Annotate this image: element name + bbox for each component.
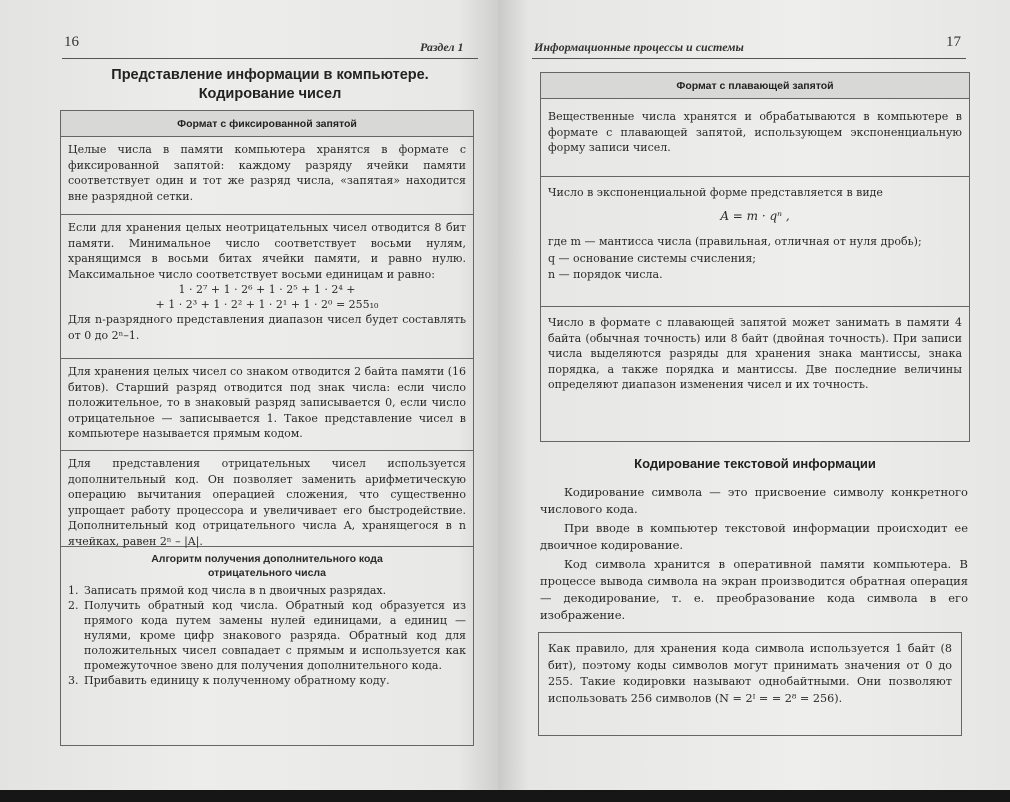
header-rule-right [532,58,966,59]
algorithm-cell [61,547,473,745]
step-text: Прибавить единицу к полученному обратному коду. [84,674,390,687]
fixed-point-cell-2 [61,215,473,359]
scan-bottom-edge [0,790,1010,802]
section-header-right: Информационные процессы и системы [534,40,744,54]
text-encoding-title: Кодирование текстовой информации [634,456,876,471]
step-number: 2. [68,599,79,612]
algorithm-step [68,598,466,673]
paragraph-symbol-coding: Кодирование символа — это присвоение символу конкретного числового кода. [540,485,968,516]
exponential-form-cell [541,177,969,307]
algorithm-title-line-1: Алгоритм получения дополнительного кода [151,553,383,565]
page-title-left [62,66,478,104]
formula-line-1: 1 · 2⁷ + 1 · 2⁶ + 1 · 2⁵ + 1 · 2⁴ + [178,283,356,296]
single-byte-note-box [538,632,962,736]
fixed-point-heading: Формат с фиксированной запятой [61,111,473,137]
signed-numbers-cell: Для хранения целых чисел со знаком отводится 2 байта памяти (16 битов). Старший разряд отводится под знак числа: если число положительное, то в знаковый разряд записывается 0, если число отрицательное — записывается 1. Такое представление чисел в компьютере называется прямым кодом. [61,359,473,451]
fixed-point-cell-1: Целые числа в памяти компьютера хранятся в формате с фиксированной запятой: каждому разряду ячейки памяти соответствует один и тот же разряд числа, «запятая» находится вне разрядной сетки. [61,137,473,215]
cell2-tail: Для n-разрядного представления диапазон чисел будет составлять от 0 до 2ⁿ–1. [68,313,466,342]
step-text: Записать прямой код числа в n двоичных разрядах. [84,584,387,597]
algorithm-step [68,583,466,598]
formula-line-2: + 1 · 2³ + 1 · 2² + 1 · 2¹ + 1 · 2⁰ = 255₁₀ [155,298,379,311]
page-number-right: 17 [946,34,961,50]
algorithm-title [68,552,466,580]
floating-point-cell-1: Вещественные числа хранятся и обрабатываются в компьютере в формате с плавающей запятой, использующем экспоненциальную форму записи чисел. [541,99,969,177]
title-line-1: Представление информации в компьютере. [111,67,429,83]
fixed-point-table [60,110,474,746]
header-rule-left [62,58,478,59]
algorithm-title-line-2: отрицательного числа [208,567,326,579]
title-line-2: Кодирование чисел [198,86,342,102]
definition-mantissa: где m — мантисса числа (правильная, отличная от нуля дробь); [548,235,922,248]
left-page [0,0,498,790]
page-number-left: 16 [64,34,79,50]
algorithm-step [68,673,466,688]
step-number: 3. [68,674,79,687]
exponential-intro: Число в экспоненциальной форме представляется в виде [548,186,883,199]
floating-point-heading: Формат с плавающей запятой [541,73,969,99]
cell2-text: Если для хранения целых неотрицательных чисел отводится 8 бит памяти. Минимальное число соответствует восьми нулям, хранящимся в восьми битах ячейки памяти, и равно нулю. Максимальное число соответствует восьми единицам и равно: [68,221,466,281]
section-header-left: Раздел 1 [420,40,464,54]
right-page [498,0,1010,790]
complement-code-cell: Для представления отрицательных чисел используется дополнительный код. Он позволяет заменить арифметическую операцию вычитания операцией сложения, что существенно упрощает работу процессора и увеличивает его быстродействие. Дополнительный код отрицательного числа A, хранящегося в n ячейках, равен 2ⁿ – |A|. [61,451,473,547]
precision-cell: Число в формате с плавающей запятой может занимать в памяти 4 байта (обычная точность) или 8 байт (двойная точность). При записи числа выделяются разряды для хранения знака мантиссы, знака порядка, а также порядка и мантиссы. Две последние величины определяют диапазон изменения чисел и их точность. [548,316,962,391]
paragraph-binary-coding: При вводе в компьютер текстовой информации происходит ее двоичное кодирование. [540,521,968,552]
step-text: Получить обратный код числа. Обратный код образуется из прямого кода путем замены нулей единицами, а единиц — нулями, кроме цифр знакового разряда. Обратный код для положительных чисел совпадает с прямым и используется как промежуточное звено для получения дополнительного кода. [84,599,466,672]
single-byte-note: Как правило, для хранения кода символа используется 1 байт (8 бит), поэтому коды символов могут принимать значения от 0 до 255. Такие кодировки называют однобайтными. Они позволяют использовать 256 символов (N = 2ᴵ = = 2⁸ = 256). [548,642,952,705]
paragraph-decoding: Код символа хранится в оперативной памяти компьютера. В процессе вывода символа на экран производится обратная операция — декодирование, т. е. преобразование кода символа в его изображение. [540,557,968,622]
step-number: 1. [68,584,79,597]
definition-base: q — основание системы счисления; [548,251,756,265]
exponential-formula: A = m · qⁿ , [720,208,790,223]
definition-exponent: n — порядок числа. [548,268,663,281]
floating-point-table [540,72,970,442]
